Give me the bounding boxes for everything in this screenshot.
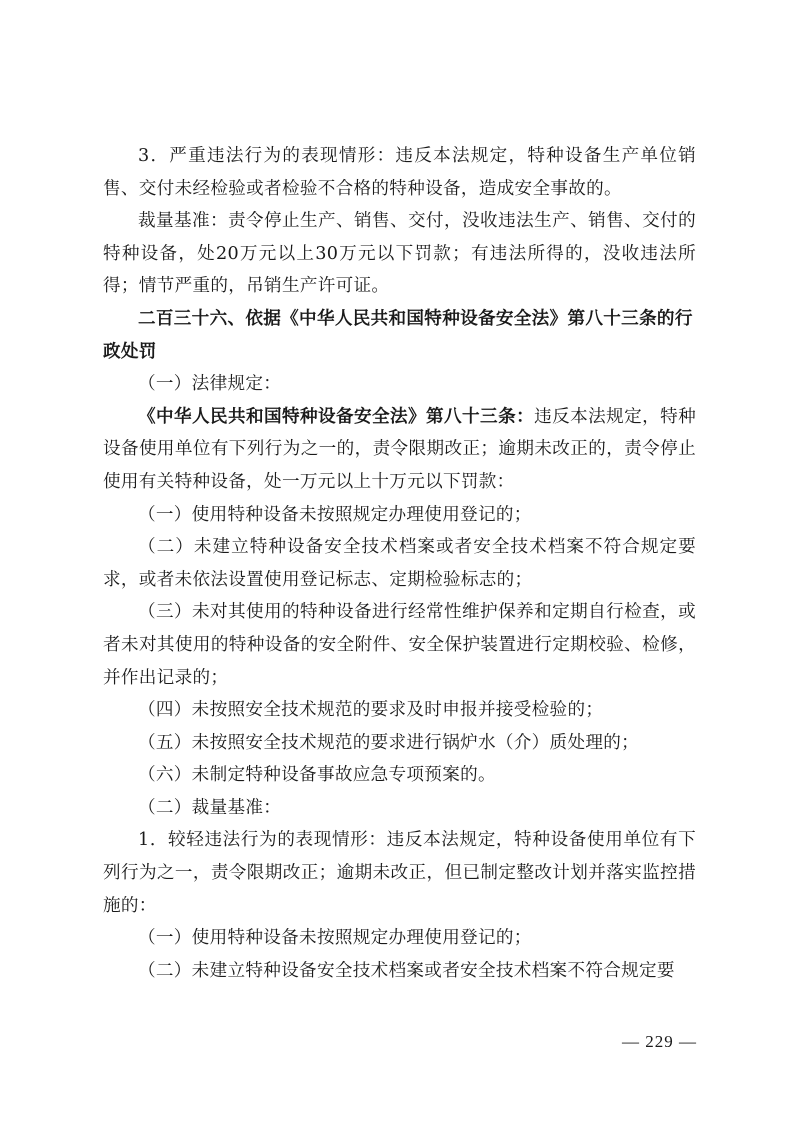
list-item-3: （三）未对其使用的特种设备进行经常性维护保养和定期自行检查，或者未对其使用的特种设备的安全附件、安全保护装置进行定期校验、检修，并作出记录的； [103,602,696,688]
paragraph-article-83 [103,401,696,499]
document-body [103,140,696,987]
list-item-minor-1: （一）使用特种设备未按照规定办理使用登记的； [138,928,532,949]
paragraph-discretion-label: （二）裁量基准： [138,797,282,818]
paragraph-legal-provision-label: （一）法律规定： [138,374,282,395]
article-title: 《中华人民共和国特种设备安全法》第八十三条： [138,405,535,427]
article-text: 违反本法规定，特种设备使用单位有下列行为之一的，责令限期改正；逾期未改正的，责令停止使用有关特种设备，处一万元以上十万元以下罚款： [103,406,696,492]
section-heading: 二百三十六、依据《中华人民共和国特种设备安全法》第八十三条的行政处罚 [103,307,693,362]
list-item-6: （六）未制定特种设备事故应急专项预案的。 [138,765,496,786]
page-number: — 229 — [622,1032,697,1051]
list-item-5: （五）未按照安全技术规范的要求进行锅炉水（介）质处理的； [138,732,640,753]
list-item-2: （二）未建立特种设备安全技术档案或者安全技术档案不符合规定要求，或者未依法设置使用登记标志、定期检验标志的； [103,537,696,590]
list-item-1: （一）使用特种设备未按照规定办理使用登记的； [138,504,532,525]
list-item-4: （四）未按照安全技术规范的要求及时申报并接受检验的； [138,700,604,721]
list-item-minor-2: （二）未建立特种设备安全技术档案或者安全技术档案不符合规定要 [138,960,675,981]
paragraph-serious-violation: 3．严重违法行为的表现情形：违反本法规定，特种设备生产单位销售、交付未经检验或者检验不合格的特种设备，造成安全事故的。 [103,146,696,199]
paragraph-penalty-standard: 裁量基准：责令停止生产、销售、交付，没收违法生产、销售、交付的特种设备，处20万元以上30万元以下罚款；有违法所得的，没收违法所得；情节严重的，吊销生产许可证。 [103,211,696,297]
paragraph-minor-violation: 1．较轻违法行为的表现情形：违反本法规定，特种设备使用单位有下列行为之一，责令限期改正；逾期未改正，但已制定整改计划并落实监控措施的： [103,830,696,916]
